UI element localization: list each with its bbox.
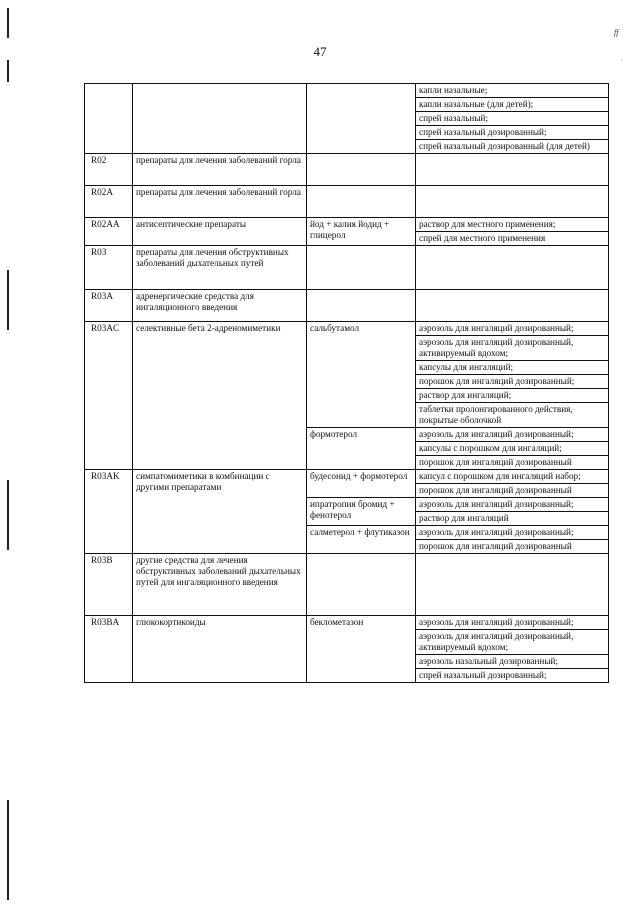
atc-code-cell: R03A	[85, 290, 133, 322]
substance-cell: формотерол	[307, 428, 416, 470]
table-row	[85, 246, 609, 290]
dosage-form-cell: капли назальные (для детей);	[416, 98, 609, 112]
dosage-form-cell: раствор для ингаляций;	[416, 389, 609, 403]
dosage-form-cell: спрей назальный дозированный (для детей)	[416, 140, 609, 154]
substance-cell	[307, 186, 416, 218]
atc-code-cell	[85, 84, 133, 154]
substance-cell: будесонид + формотерол	[307, 470, 416, 498]
dosage-form-cell	[416, 290, 609, 322]
dosage-form-cell: спрей назальный дозированный;	[416, 126, 609, 140]
group-name-cell: другие средства для лечения обструктивных заболеваний дыхательных путей для ингаляционного введения	[133, 554, 307, 616]
dosage-form-cell: капли назальные;	[416, 84, 609, 98]
atc-code-cell: R03B	[85, 554, 133, 616]
dosage-form-cell: раствор для ингаляций	[416, 512, 609, 526]
atc-code-cell: R02	[85, 154, 133, 186]
group-name-cell: селективные бета 2-адреномиметики	[133, 322, 307, 470]
margin-tick: ˙	[620, 58, 623, 67]
dosage-form-cell: аэрозоль для ингаляций дозированный, активируемый вдохом;	[416, 336, 609, 361]
substance-cell	[307, 84, 416, 154]
dosage-form-cell: спрей назальный;	[416, 112, 609, 126]
atc-code-cell: R03BA	[85, 616, 133, 683]
dosage-form-cell: спрей для местного применения	[416, 232, 609, 246]
dosage-form-cell	[416, 186, 609, 218]
atc-code-cell: R02AA	[85, 218, 133, 246]
dosage-form-cell: аэрозоль для ингаляций дозированный;	[416, 322, 609, 336]
table-row	[85, 154, 609, 186]
dosage-form-cell: порошок для ингаляций дозированный	[416, 540, 609, 554]
dosage-form-cell: капсулы для ингаляций;	[416, 361, 609, 375]
substance-cell: салметерол + флутиказон	[307, 526, 416, 554]
substance-cell: ипратропия бромид + фенотерол	[307, 498, 416, 526]
atc-code-cell: R03AK	[85, 470, 133, 554]
dosage-form-cell: аэрозоль для ингаляций дозированный, активируемый вдохом;	[416, 630, 609, 655]
scan-edge-mark	[7, 800, 9, 900]
substance-cell	[307, 290, 416, 322]
corner-mark: ff	[614, 28, 619, 37]
table-row	[85, 554, 609, 616]
dosage-form-cell: аэрозоль назальный дозированный;	[416, 655, 609, 669]
dosage-form-cell: аэрозоль для ингаляций дозированный;	[416, 526, 609, 540]
scan-edge-mark	[7, 480, 9, 550]
dosage-form-cell	[416, 246, 609, 290]
group-name-cell: адренергические средства для ингаляционного введения	[133, 290, 307, 322]
substance-cell	[307, 154, 416, 186]
dosage-form-cell: раствор для местного применения;	[416, 218, 609, 232]
dosage-form-cell: аэрозоль для ингаляций дозированный;	[416, 498, 609, 512]
atc-code-cell: R03	[85, 246, 133, 290]
table-row	[85, 290, 609, 322]
table-row	[85, 84, 609, 98]
dosage-form-cell	[416, 154, 609, 186]
dosage-form-cell: спрей назальный дозированный;	[416, 669, 609, 683]
table-row	[85, 218, 609, 232]
dosage-form-cell: капсулы с порошком для ингаляций;	[416, 442, 609, 456]
table-row	[85, 470, 609, 484]
scan-edge-mark	[7, 270, 9, 330]
dosage-form-cell: аэрозоль для ингаляций дозированный;	[416, 616, 609, 630]
substance-cell: беклометазон	[307, 616, 416, 683]
table-row	[85, 616, 609, 630]
substance-cell	[307, 246, 416, 290]
scan-edge-mark	[7, 8, 9, 38]
group-name-cell	[133, 84, 307, 154]
dosage-form-cell: таблетки пролонгированного действия, покрытые оболочкой	[416, 403, 609, 428]
atc-code-cell: R02A	[85, 186, 133, 218]
dosage-form-cell	[416, 554, 609, 616]
table-row	[85, 322, 609, 336]
group-name-cell: симпатомиметики в комбинации с другими препаратами	[133, 470, 307, 554]
dosage-form-cell: порошок для ингаляций дозированный;	[416, 375, 609, 389]
table-row	[85, 186, 609, 218]
scan-edge-mark	[7, 60, 9, 82]
drug-table	[84, 83, 609, 683]
group-name-cell: антисептические препараты	[133, 218, 307, 246]
dosage-form-cell: порошок для ингаляций дозированный	[416, 456, 609, 470]
dosage-form-cell: аэрозоль для ингаляций дозированный;	[416, 428, 609, 442]
atc-code-cell: R03AC	[85, 322, 133, 470]
group-name-cell: препараты для лечения обструктивных заболеваний дыхательных путей	[133, 246, 307, 290]
dosage-form-cell: порошок для ингаляций дозированный	[416, 484, 609, 498]
page-number: 47	[313, 44, 327, 59]
substance-cell: йод + калия йодид + глицерол	[307, 218, 416, 246]
group-name-cell: препараты для лечения заболеваний горла	[133, 186, 307, 218]
dosage-form-cell: капсул с порошком для ингаляций набор;	[416, 470, 609, 484]
substance-cell: сальбутамол	[307, 322, 416, 428]
group-name-cell: глюкокортикоиды	[133, 616, 307, 683]
substance-cell	[307, 554, 416, 616]
group-name-cell: препараты для лечения заболеваний горла	[133, 154, 307, 186]
